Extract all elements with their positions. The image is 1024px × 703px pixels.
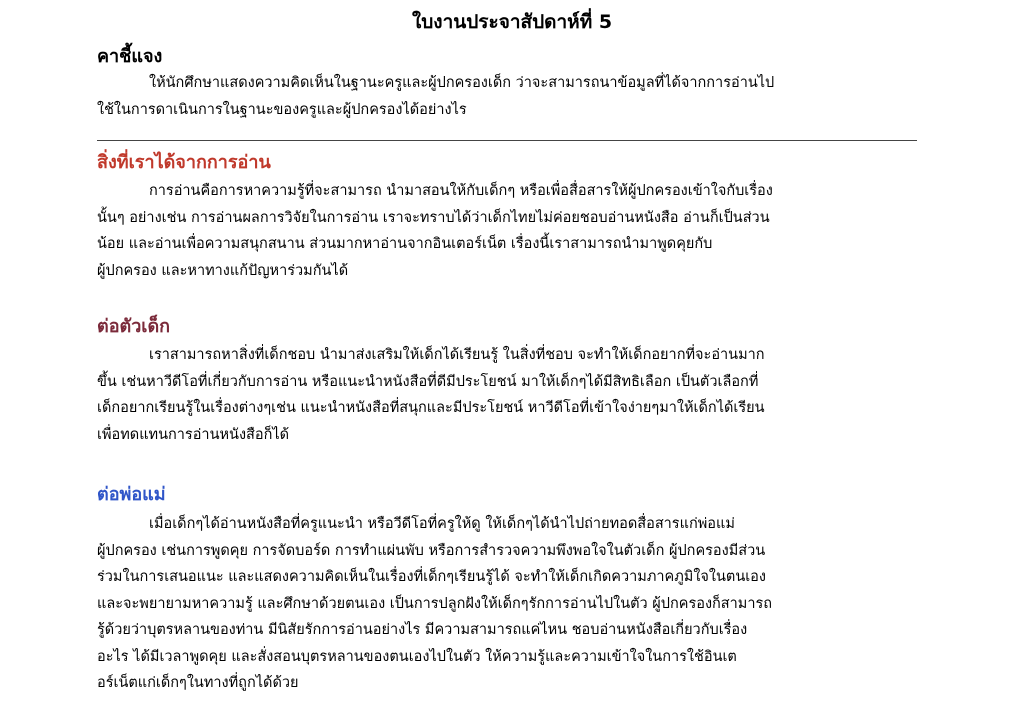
paragraph-line: และจะพยายามหาความรู้ และศึกษาด้วยตนเอง เป็นการปลูกฝังให้เด็กๆรักการอ่านไปในตัว ผู้ปกครองก็สามารถ [97,595,773,612]
paragraph-line: เพื่อทดแทนการอ่านหนังสือก็ได้ [97,426,290,443]
paragraph-line: เราสามารถหาสิ่งที่เด็กชอบ นำมาส่งเสริมให้เด็กได้เรียนรู้ ในสิ่งที่ชอบ จะทำให้เด็กอยากที่จะอ่านมาก [149,347,765,363]
section-heading-for-parents: ต่อพ่อแม่ [97,484,166,505]
paragraph-line: นั้นๆ อย่างเช่น การอ่านผลการวิจัยในการอ่าน เราจะทราบได้ว่าเด็กไทยไม่ค่อยชอบอ่านหนังสือ อ่านก็เป็นส่วน [97,209,770,226]
section-paragraph-reading-benefits [97,178,927,284]
instructions-line: ใช้ในการดาเนินการในฐานะของครูและผู้ปกครองได้อย่างไร [97,101,467,118]
paragraph-line: อร์เน็ตแก่เด็กๆในทางที่ถูกได้ด้วย [97,675,299,691]
section-paragraph-for-child [97,342,927,448]
answer-line-divider [97,140,917,141]
instructions-heading: คาชี้แจง [97,46,163,67]
paragraph-line: เด็กอยากเรียนรู้ในเรื่องต่างๆเช่น แนะนำหนังสือที่สนุกและมีประโยชน์ หาวีดีโอที่เข้าใจง่ายๆมาให้เด็กได้เรียน [97,400,765,416]
paragraph-line: เมื่อเด็กๆได้อ่านหนังสือที่ครูแนะนำ หรือวีดีโอที่ครูให้ดู ให้เด็กๆได้นำไปถ่ายทอดสื่อสารแก่พ่อแม่ [149,516,735,532]
paragraph-line: ร่วมในการเสนอแนะ และแสดงความคิดเห็นในเรื่องที่เด็กๆเรียนรู้ได้ จะทำให้เด็กเกิดความภาคภูมิใจในตนเอง [97,569,766,585]
section-paragraph-for-parents [97,511,927,697]
paragraph-line: ผู้ปกครอง เช่นการพูดคุย การจัดบอร์ด การทำแผ่นพับ หรือการสำรวจความพึงพอใจในตัวเด็ก ผู้ปกครองมีส่วน [97,542,766,559]
paragraph-line: ขึ้น เช่นหาวีดีโอที่เกี่ยวกับการอ่าน หรือแนะนำหนังสือที่ดีมีประโยชน์ มาให้เด็กๆได้มีสิทธิเลือก เป็นตัวเลือกที่ [97,373,759,390]
section-heading-for-child: ต่อตัวเด็ก [97,316,171,337]
section-heading-reading-benefits: สิ่งที่เราได้จากการอ่าน [97,152,271,173]
paragraph-line: อะไร ได้มีเวลาพูดคุย และสั่งสอนบุตรหลานของตนเองไปในตัว ให้ความรู้และความเข้าใจในการใช้อินเต [97,648,737,665]
paragraph-line: ผู้ปกครอง และหาทางแก้ปัญหาร่วมกันได้ [97,262,349,279]
page-title: ใบงานประจาสัปดาห์ที่ 5 [411,11,613,33]
paragraph-line: รู้ด้วยว่าบุตรหลานของท่าน มีนิสัยรักการอ่านอย่างไร มีความสามารถแค่ไหน ชอบอ่านหนังสือเกี่ยวกับเรื่อง [97,622,748,638]
instructions-line: ให้นักศึกษาแสดงความคิดเห็นในฐานะครูและผู้ปกครองเด็ก ว่าจะสามารถนาข้อมูลที่ได้จากการอ่านไป [149,75,775,91]
paragraph-line: น้อย และอ่านเพื่อความสนุกสนาน ส่วนมากหาอ่านจากอินเตอร์เน็ต เรื่องนี้เราสามารถนำมาพูดคุยกับ [97,236,713,252]
paragraph-line: การอ่านคือการหาความรู้ที่จะสามารถ นำมาสอนให้กับเด็กๆ หรือเพื่อสื่อสารให้ผู้ปกครองเข้าใจกับเรื่อง [149,183,773,199]
instructions-paragraph [97,70,927,123]
